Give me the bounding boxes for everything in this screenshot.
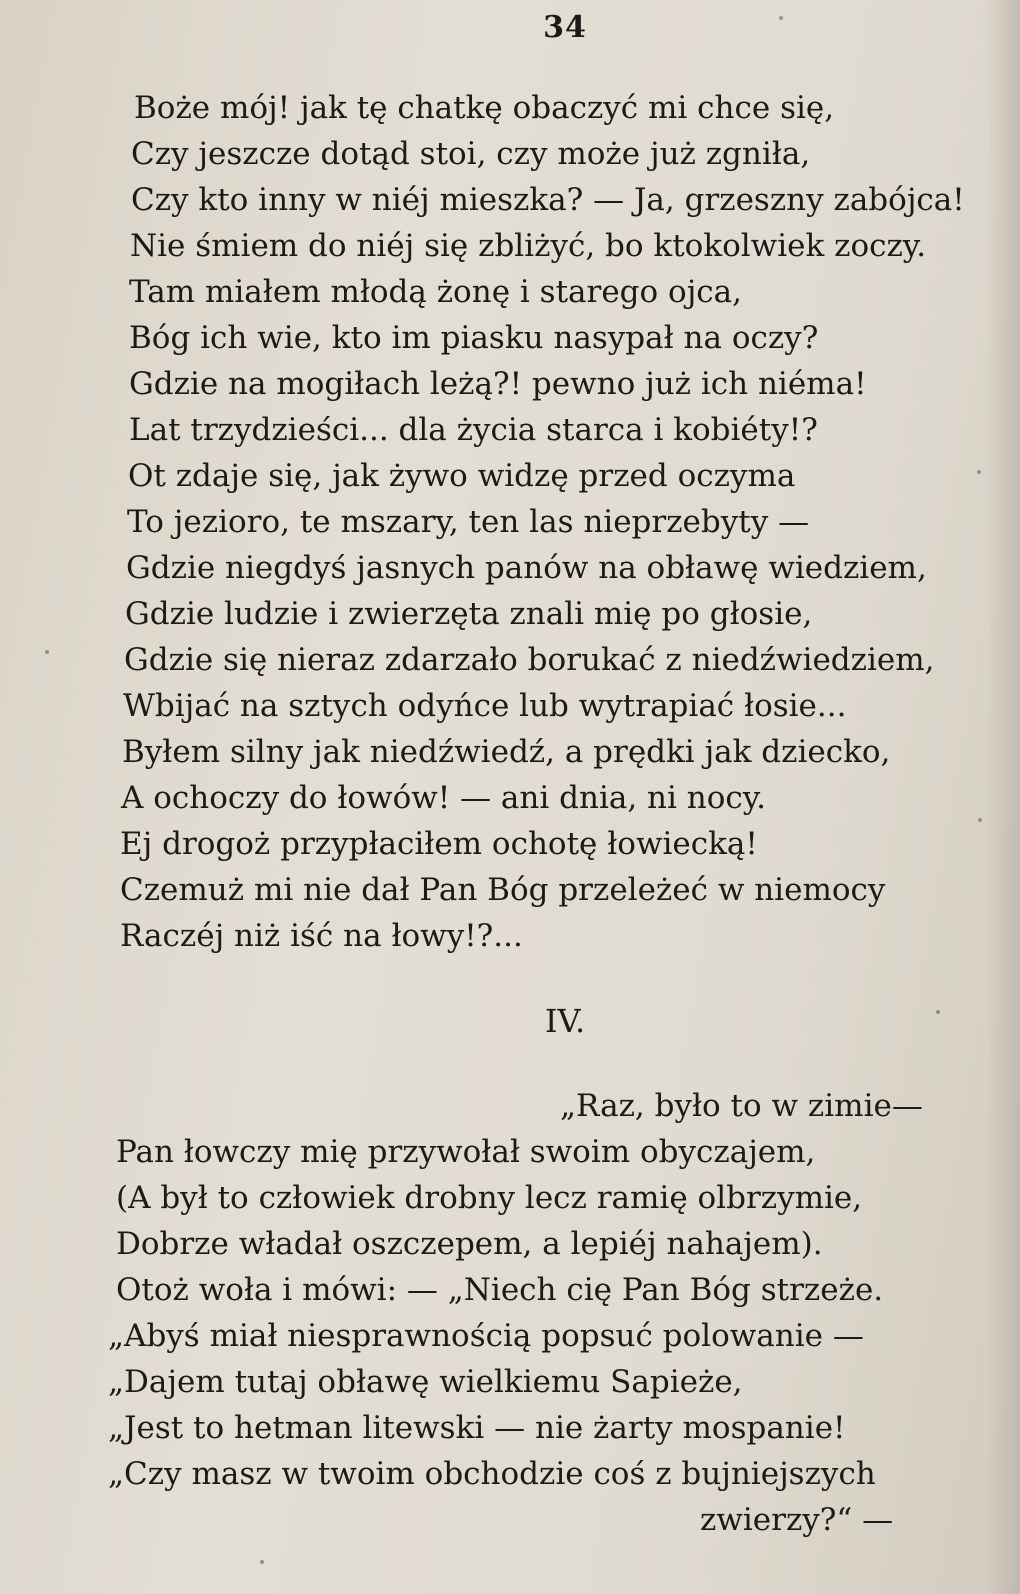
verse-line: „Czy masz w twoim obchodzie coś z bujniejszych xyxy=(108,1456,876,1492)
paper-speck xyxy=(936,1010,940,1014)
verse-line: Bóg ich wie, kto im piasku nasypał na oczy? xyxy=(129,320,819,356)
verse-line: A ochoczy do łowów! — ani dnia, ni nocy. xyxy=(121,780,767,816)
verse-line: Raczéj niż iść na łowy!?... xyxy=(120,918,523,954)
verse-line: Boże mój! jak tę chatkę obaczyć mi chce się, xyxy=(134,90,835,126)
verse-line: zwierzy?“ — xyxy=(700,1502,894,1538)
paper-speck xyxy=(260,1560,264,1564)
paper-speck xyxy=(45,650,49,654)
paper-speck xyxy=(779,16,783,20)
section-heading: IV. xyxy=(544,1002,586,1040)
verse-line: Gdzie na mogiłach leżą?! pewno już ich niéma! xyxy=(129,366,867,402)
verse-line: Czy jeszcze dotąd stoi, czy może już zgniła, xyxy=(131,136,811,172)
verse-line: (A był to człowiek drobny lecz ramię olbrzymie, xyxy=(116,1180,863,1216)
paper-speck xyxy=(978,818,982,822)
verse-line: Czy kto inny w niéj mieszka? — Ja, grzeszny zabójca! xyxy=(131,182,965,218)
page-edge-shadow xyxy=(986,0,1020,1594)
verse-line: Byłem silny jak niedźwiedź, a prędki jak dziecko, xyxy=(122,734,891,770)
verse-line: Ot zdaje się, jak żywo widzę przed oczyma xyxy=(128,458,796,494)
verse-line: „Raz, było to w zimie— xyxy=(560,1088,923,1124)
verse-line: Ej drogoż przypłaciłem ochotę łowiecką! xyxy=(120,826,758,862)
verse-line: Dobrze władał oszczepem, a lepiéj nahajem). xyxy=(116,1226,823,1262)
verse-line: Gdzie się nieraz zdarzało borukać z niedźwiedziem, xyxy=(124,642,935,678)
verse-line: Gdzie niegdyś jasnych panów na obławę wiedziem, xyxy=(126,550,927,586)
verse-line: Otoż woła i mówi: — „Niech cię Pan Bóg strzeże. xyxy=(116,1272,884,1308)
verse-line: Tam miałem młodą żonę i starego ojca, xyxy=(129,274,743,310)
verse-line: Gdzie ludzie i zwierzęta znali mię po głosie, xyxy=(125,596,813,632)
verse-line: Pan łowczy mię przywołał swoim obyczajem, xyxy=(116,1134,816,1170)
verse-line: „Dajem tutaj obławę wielkiemu Sapieże, xyxy=(108,1364,743,1400)
verse-line: Nie śmiem do niéj się zbliżyć, bo ktokolwiek zoczy. xyxy=(130,228,927,264)
verse-line: To jezioro, te mszary, ten las nieprzebyty — xyxy=(127,504,810,540)
verse-line: Wbijać na sztych odyńce lub wytrapiać łosie... xyxy=(123,688,847,724)
page-number: 34 xyxy=(543,10,587,45)
paper-speck xyxy=(977,470,981,474)
verse-line: „Abyś miał niesprawnością popsuć polowanie — xyxy=(108,1318,864,1354)
verse-line: Lat trzydzieści... dla życia starca i kobiéty!? xyxy=(129,412,818,448)
verse-line: Czemuż mi nie dał Pan Bóg przeleżeć w niemocy xyxy=(120,872,886,908)
verse-line: „Jest to hetman litewski — nie żarty mospanie! xyxy=(108,1410,846,1446)
